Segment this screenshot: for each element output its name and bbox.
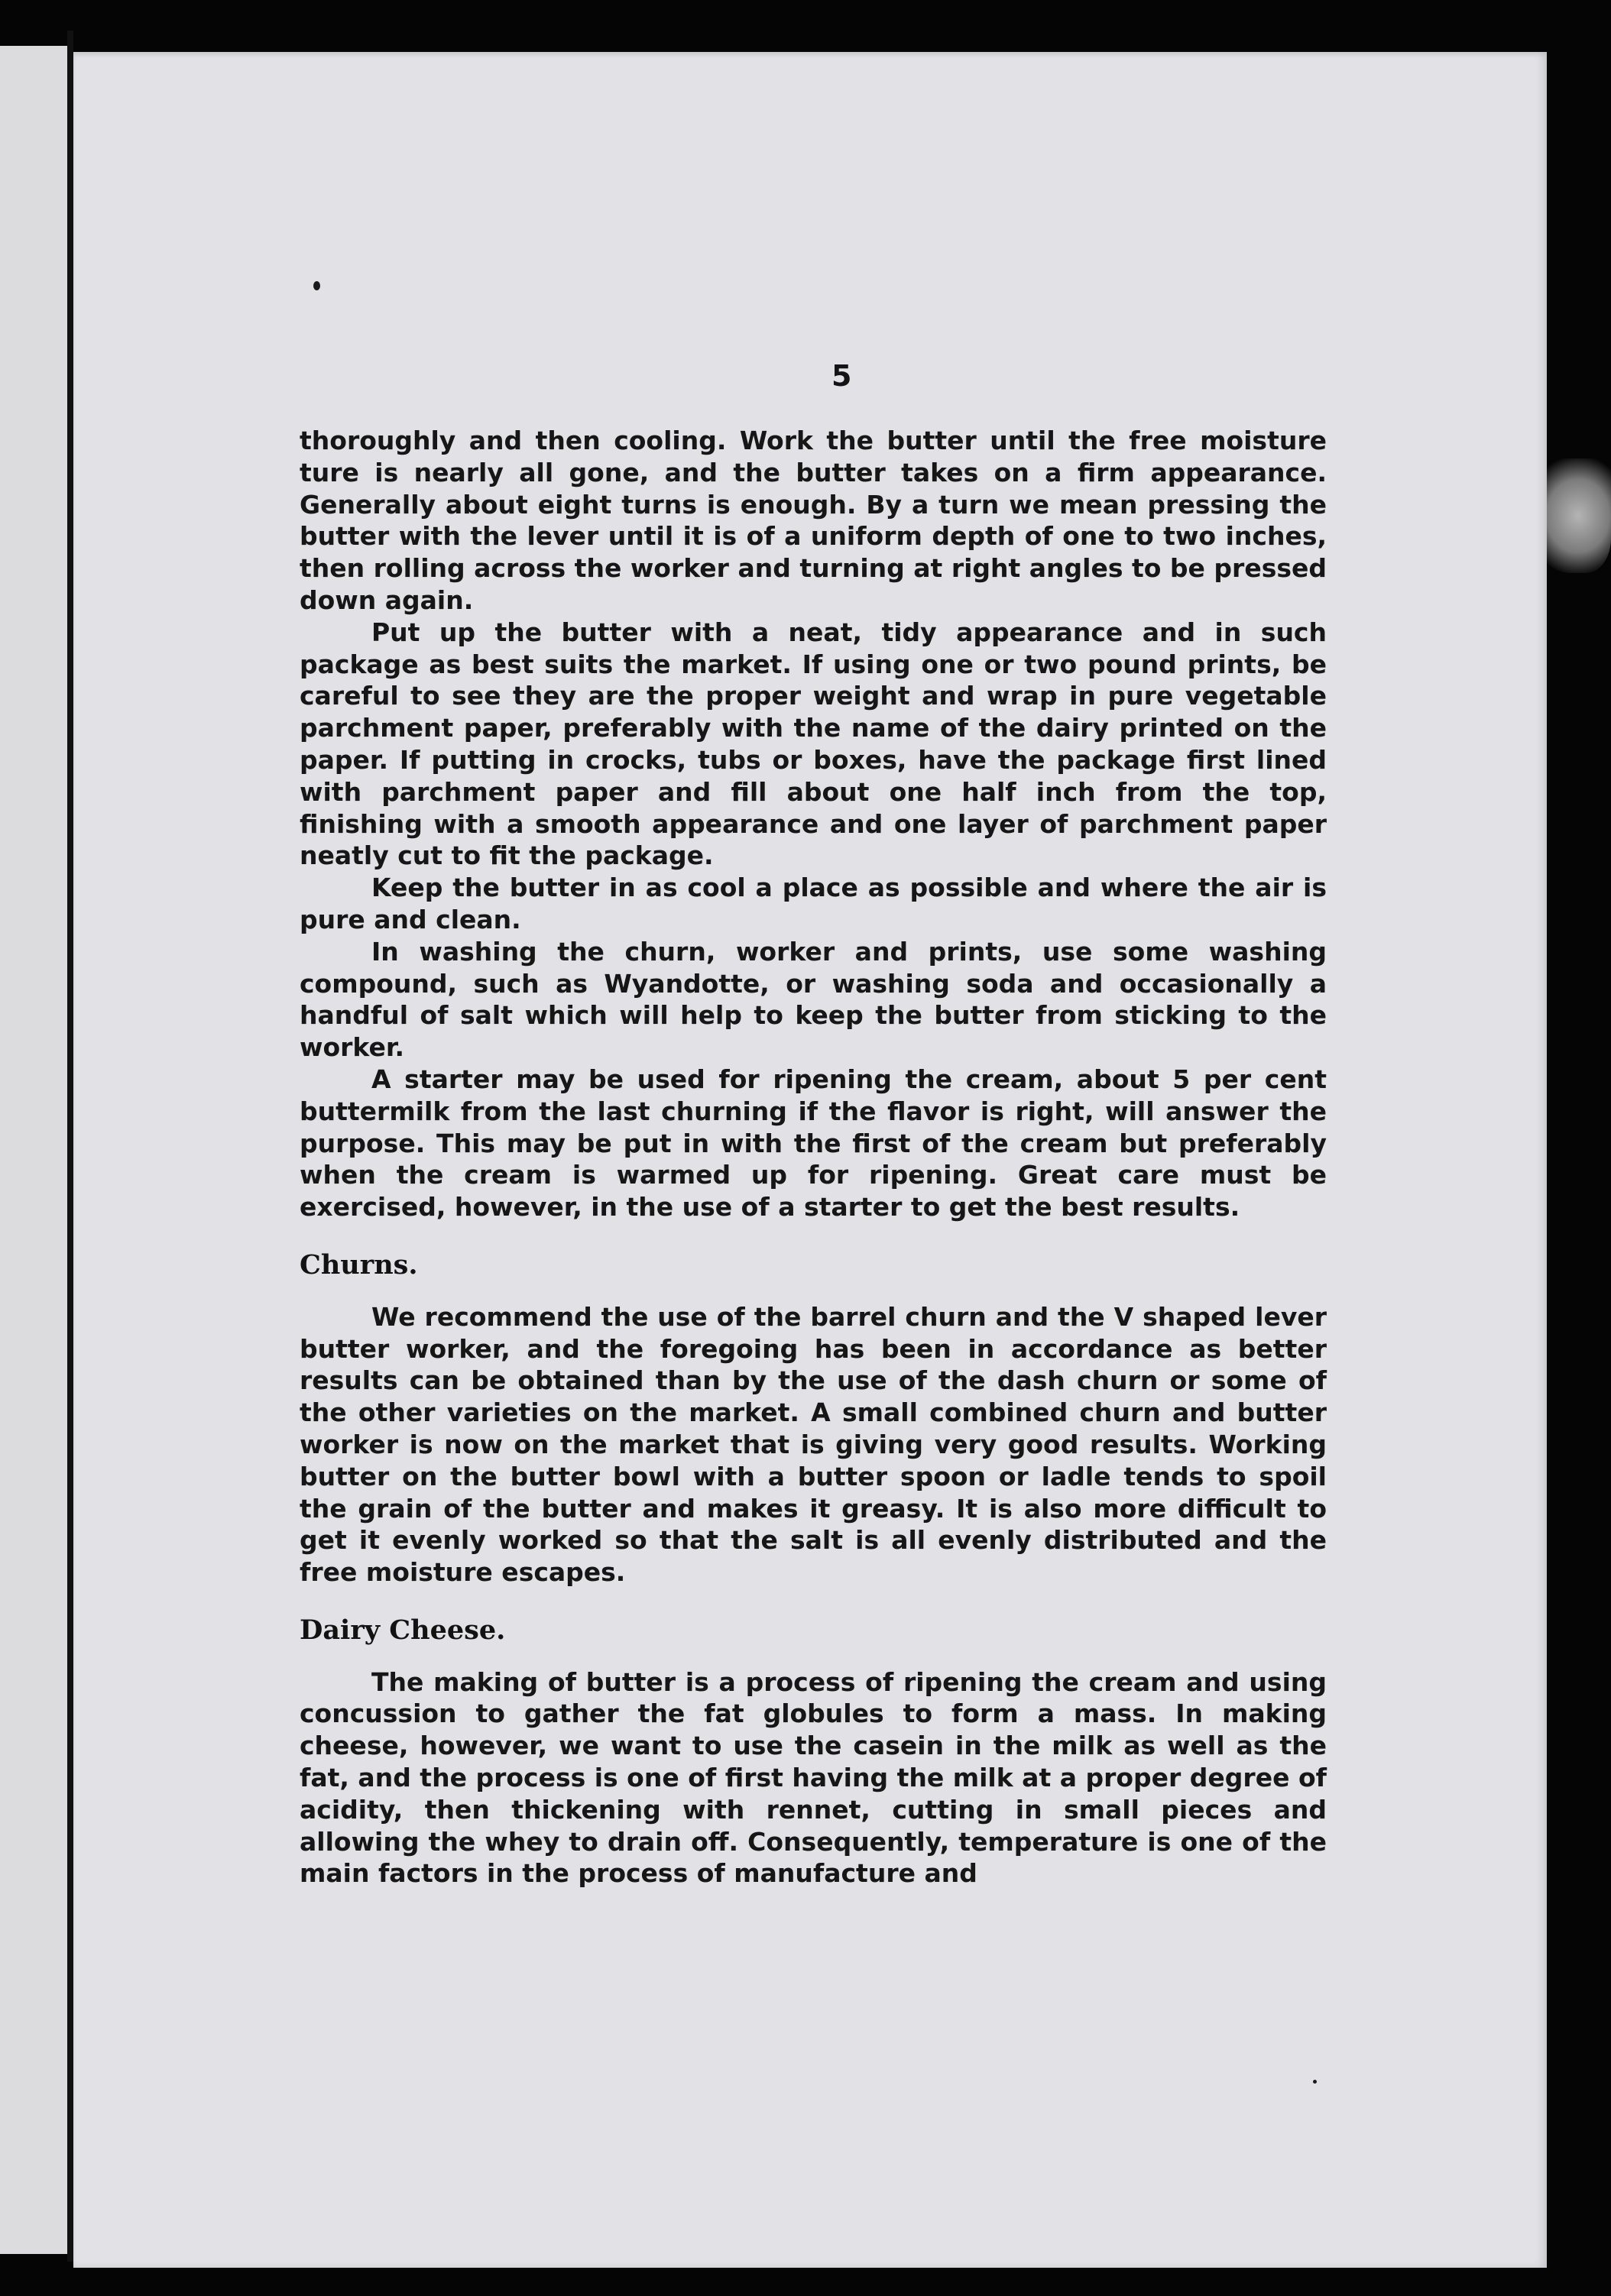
page-number: 5 (831, 359, 852, 393)
paragraph-packaging: Put up the butter with a neat, tidy appearance and in such package as best suits the market. If using one or two pound prints, be careful to see they are the proper weight and wrap in pure vegetable parchment paper, preferably with the name of the dairy printed on the paper. If putting in crocks, tubs or boxes, have the package first lined with parchment paper and fill about one half inch from the top, finishing with a smooth appearance and one layer of parchment paper neatly cut to fit the package. (300, 617, 1327, 871)
paragraph-storage: Keep the butter in as cool a place as possible and where the air is pure and clean. (300, 873, 1327, 934)
paragraph-continued-work-butter: thoroughly and then cooling. Work the butter until the free moisture ture is nearly all gone, and the butter takes on a firm appearance. Generally about eight turns is enough. By a turn we mean pressing the butter with the lever until it is of a uniform depth of one to two inches, then rolling across the worker and turning at right angles to be pressed down again. (300, 426, 1327, 615)
section-heading-churns: Churns. (300, 1248, 418, 1281)
section-heading-dairy-cheese: Dairy Cheese. (300, 1614, 506, 1646)
ink-speck (313, 281, 320, 290)
page-gutter (67, 31, 73, 2262)
paragraph-churns: We recommend the use of the barrel churn and the V shaped lever butter worker, and the foregoing has been in accordance as better results can be obtained than by the use of the dash churn or some of the other varieties on the market. A small combined churn and butter worker is now on the market that is giving very good results. Working butter on the butter bowl with a butter spoon or ladle tends to spoil the grain of the butter and makes it greasy. It is also more difficult to get it evenly worked so that the salt is all evenly distributed and the free moisture escapes. (300, 1301, 1327, 1588)
paragraph-dairy-cheese: The making of butter is a process of ripening the cream and using concussion to gather the fat globules to form a mass. In making cheese, however, we want to use the casein in the milk as well as the fat, and the process is one of first having the milk at a proper degree of acidity, then thickening with rennet, cutting in small pieces and allowing the whey to drain off. Consequently, temperature is one of the main factors in the process of manufacture and (300, 1666, 1327, 1889)
paragraph-washing: In washing the churn, worker and prints, use some washing compound, such as Wyandotte, or washing soda and occasionally a handful of salt which will help to keep the butter from sticking to the worker. (300, 936, 1327, 1063)
ink-speck (1313, 2080, 1317, 2084)
paragraph-starter: A starter may be used for ripening the cream, about 5 per cent buttermilk from the last churning if the flavor is right, will answer the purpose. This may be put in with the first of the cream but preferably when the cream is warmed up for ripening. Great care must be exercised, however, in the use of a starter to get the best results. (300, 1064, 1327, 1222)
page-body (300, 425, 1327, 1890)
left-page-edge (0, 46, 67, 2254)
